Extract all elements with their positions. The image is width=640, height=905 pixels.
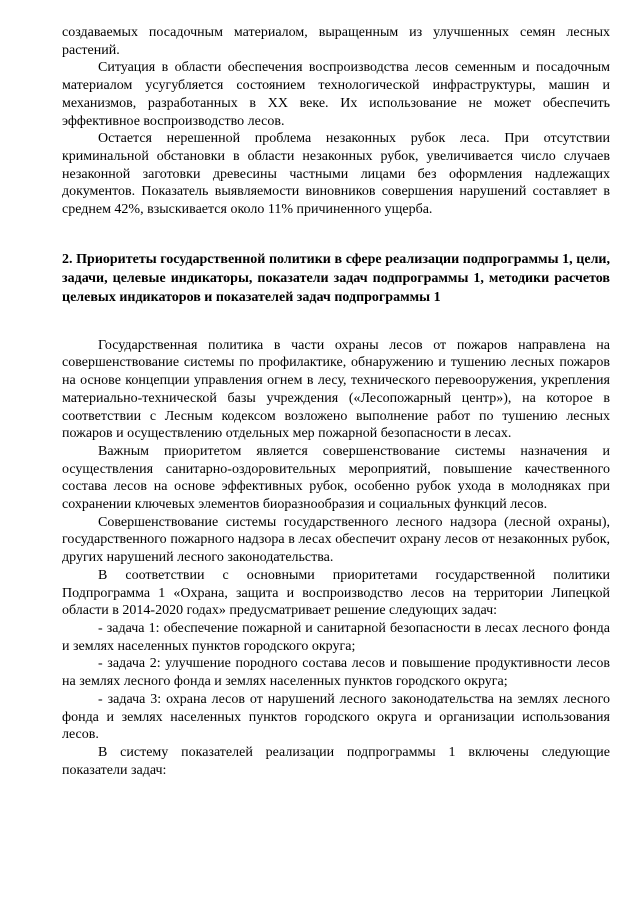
task-item-3: - задача 3: охрана лесов от нарушений лесного законодательства на землях лесного фонда и землях населенных пунктов городского округа и организации использования лесов. bbox=[62, 691, 610, 743]
task-item-2: - задача 2: улучшение породного состава лесов и повышение продуктивности лесов на землях лесного фонда и землях населенных пунктов городского округа; bbox=[62, 656, 610, 690]
task-item-1: - задача 1: обеспечение пожарной и санитарной безопасности в лесах лесного фонда и землях населенных пунктов городского округа; bbox=[62, 620, 610, 654]
section-paragraph-3: Совершенствование системы государственного лесного надзора (лесной охраны), государственного пожарного надзора в лесах обеспечит охрану лесов от незаконных рубок, других нарушений лесного законодательства. bbox=[62, 514, 610, 566]
section-paragraph-1: Государственная политика в части охраны лесов от пожаров направлена на совершенствование системы по профилактике, обнаружению и тушению лесных пожаров на основе концепции управления огнем в лесу, технического перевооружения, укрепления материально-технической базы учреждения («Лесопожарный центр»), на которое в соответствии с Лесным кодексом возложено выполнение работ по тушению лесных пожаров и осуществлению отдельных мер пожарной безопасности в лесах. bbox=[62, 337, 610, 442]
intro-paragraph-2: Ситуация в области обеспечения воспроизводства лесов семенным и посадочным материалом усугубляется состоянием технологической инфраструктуры, машин и механизмов, разработанных в XX веке. Их использование не может обеспечить эффективное воспроизводство лесов. bbox=[62, 60, 610, 129]
intro-paragraph-3: Остается нерешенной проблема незаконных рубок леса. При отсутствии криминальной обстановки в области незаконных рубок, увеличивается число случаев незаконной заготовки древесины частными лицами без оформления надлежащих документов. Показатель выявляемости виновников совершения нарушений составляет в среднем 42%, взыскивается около 11% причиненного ущерба. bbox=[62, 131, 610, 218]
section-paragraph-4: В соответствии с основными приоритетами государственной политики Подпрограмма 1 «Охрана, защита и воспроизводство лесов на территории Липецкой области в 2014-2020 годах» предусматривает решение следующих задач: bbox=[62, 567, 610, 619]
section-paragraph-5: В систему показателей реализации подпрограммы 1 включены следующие показатели задач: bbox=[62, 744, 610, 778]
section-paragraph-2: Важным приоритетом является совершенствование системы назначения и осуществления санитарно-оздоровительных мероприятий, повышение качественного состава лесов на основе эффективных рубок, особенно рубок ухода в молодняках при сохранении ключевых элементов биоразнообразия и социальных функций лесов. bbox=[62, 443, 610, 513]
intro-paragraph-1: создаваемых посадочным материалом, выращенным из улучшенных семян лесных растений. bbox=[62, 25, 610, 58]
spacer bbox=[62, 219, 610, 250]
document-page bbox=[62, 24, 610, 779]
section-heading: 2. Приоритеты государственной политики в сфере реализации подпрограммы 1, цели, задачи, целевые индикаторы, показатели задач подпрограммы 1, методики расчетов целевых индикаторов и показателей задач подпрограммы 1 bbox=[62, 251, 610, 305]
spacer bbox=[62, 307, 610, 337]
